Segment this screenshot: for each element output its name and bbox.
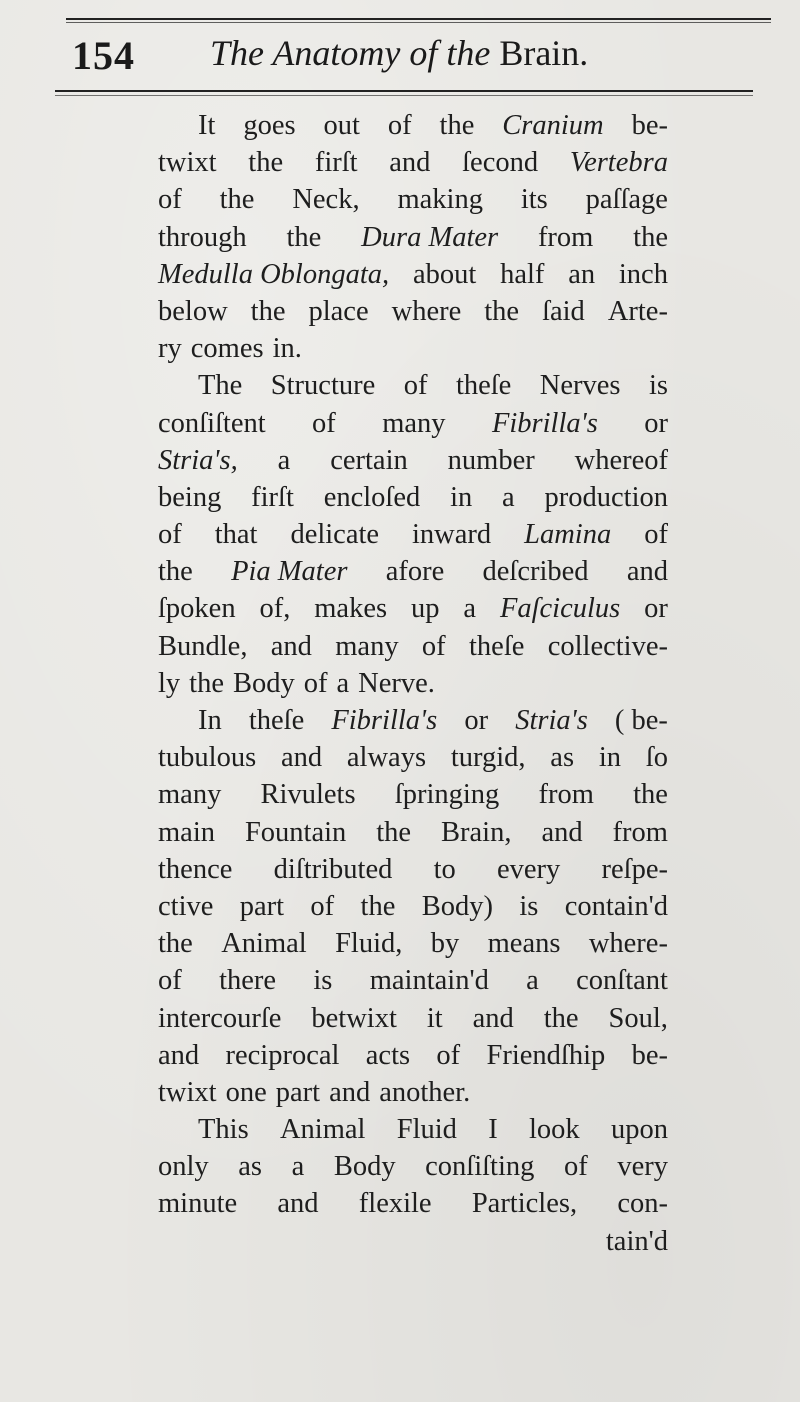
word: making — [397, 184, 483, 216]
word: Stria's, — [158, 444, 238, 476]
word: the — [633, 221, 668, 253]
word: and — [472, 1002, 514, 1034]
word: Fountain — [244, 816, 347, 848]
word: means — [487, 928, 561, 960]
word: collective- — [547, 630, 668, 662]
word: Medulla Oblongata, — [158, 258, 390, 290]
word: delicate — [290, 519, 380, 551]
text-line — [158, 1037, 668, 1074]
text-line — [158, 1074, 668, 1111]
catchword: tain'd — [605, 1225, 668, 1257]
word: minute — [158, 1188, 238, 1220]
word: and — [626, 556, 668, 588]
word: contain'd — [564, 890, 668, 922]
word: and — [158, 1039, 200, 1071]
word: Nerve. — [358, 667, 435, 699]
word: only — [158, 1151, 209, 1183]
text-line — [158, 293, 668, 330]
text-line — [158, 814, 668, 851]
word: of — [310, 890, 335, 922]
word: a — [291, 1151, 305, 1183]
word: afore — [385, 556, 445, 588]
word: a — [463, 593, 477, 625]
word: where- — [588, 928, 668, 960]
text-line — [158, 628, 668, 665]
word: number — [447, 444, 535, 476]
word: Body — [233, 667, 295, 699]
word: up — [410, 593, 440, 625]
word: half — [500, 258, 545, 290]
word: about — [412, 258, 477, 290]
word: and — [329, 1076, 371, 1108]
word: and — [389, 147, 431, 179]
text-line — [158, 405, 668, 442]
word: production — [544, 481, 668, 513]
word: the — [248, 147, 284, 179]
word: the — [219, 184, 255, 216]
word: Fibrilla's — [331, 705, 438, 736]
word: betwixt — [311, 1002, 397, 1034]
word: always — [346, 742, 427, 774]
word: from — [538, 779, 594, 811]
word: Friendſhip — [486, 1039, 606, 1071]
header-rule-top — [66, 18, 771, 20]
text-line — [158, 702, 668, 739]
text-line — [158, 1000, 668, 1037]
word: In — [198, 705, 222, 736]
word: in. — [272, 333, 302, 365]
word: the — [189, 667, 224, 699]
text-line — [158, 256, 668, 293]
word: is — [313, 965, 333, 997]
word: main — [158, 816, 215, 848]
word: of — [303, 667, 328, 699]
word: Faſciculus — [499, 593, 621, 625]
word: is — [648, 370, 668, 402]
word: there — [219, 965, 277, 997]
text-line — [158, 107, 668, 144]
word: Fluid, — [335, 928, 403, 960]
word: the — [360, 890, 396, 922]
word: flexile — [358, 1188, 432, 1220]
word: encloſed — [323, 481, 421, 513]
word: turgid, — [450, 742, 526, 774]
word: Nerves — [539, 370, 621, 402]
word: of — [387, 110, 412, 141]
word: Animal — [221, 928, 307, 960]
word: of — [158, 519, 182, 551]
running-head-italic: The Anatomy of the — [210, 33, 491, 73]
text-line — [158, 219, 668, 256]
word: reciprocal — [225, 1039, 340, 1071]
word: Cranium — [502, 110, 604, 141]
word: below — [158, 295, 228, 327]
word: paſſage — [585, 184, 668, 216]
word: whereof — [574, 444, 668, 476]
text-line — [158, 1148, 668, 1185]
word: Dura Mater — [361, 221, 499, 253]
word: comes — [190, 333, 264, 365]
text-line — [158, 330, 668, 367]
word: of, — [259, 593, 291, 625]
word: in — [598, 742, 621, 774]
word: ſpringing — [394, 779, 500, 811]
word: be- — [631, 1039, 668, 1071]
word: Pia Mater — [231, 556, 348, 588]
word: part — [275, 1076, 321, 1108]
word: an — [568, 258, 596, 290]
text-line — [158, 962, 668, 999]
text-line — [158, 367, 668, 404]
word: and — [277, 1188, 319, 1220]
word: Body) — [421, 890, 493, 922]
catchword-line — [158, 1223, 668, 1260]
word: maintain'd — [369, 965, 489, 997]
word: This — [198, 1114, 249, 1146]
word: Structure — [270, 370, 376, 402]
text-line — [158, 776, 668, 813]
word: twixt — [158, 147, 217, 179]
word: acts — [365, 1039, 411, 1071]
word: Arte- — [607, 295, 668, 327]
word: ſo — [645, 742, 668, 774]
word: upon — [610, 1114, 668, 1146]
word: Brain, — [441, 816, 512, 848]
word: the — [286, 221, 322, 253]
word: every — [496, 853, 561, 885]
word: It — [198, 110, 216, 141]
word: one — [225, 1076, 267, 1108]
word: thence — [158, 853, 233, 885]
word: or — [464, 705, 489, 736]
word: from — [612, 816, 668, 848]
word: The — [198, 370, 243, 402]
word: the — [439, 110, 475, 141]
word: Stria's — [515, 705, 588, 736]
word: I — [488, 1114, 498, 1146]
text-line — [158, 516, 668, 553]
word: or — [644, 407, 668, 439]
word: inch — [618, 258, 668, 290]
word: of — [403, 370, 428, 402]
word: and — [280, 742, 323, 774]
word: makes — [314, 593, 388, 625]
text-line — [158, 479, 668, 516]
word: Vertebra — [569, 147, 668, 179]
text-line — [158, 851, 668, 888]
word: of — [312, 407, 336, 439]
text-line — [158, 1111, 668, 1148]
text-line — [158, 665, 668, 702]
word: many — [382, 407, 446, 439]
word: or — [644, 593, 668, 625]
running-head-roman: Brain. — [499, 33, 589, 73]
text-line — [158, 442, 668, 479]
word: Soul, — [608, 1002, 668, 1034]
word: out — [323, 110, 360, 141]
word: conſiſtent — [158, 407, 266, 439]
word: of — [158, 965, 182, 997]
text-line — [158, 888, 668, 925]
word: the — [543, 1002, 579, 1034]
word: and — [541, 816, 583, 848]
word: diſtributed — [273, 853, 393, 885]
body-text — [158, 107, 668, 1260]
text-line — [158, 553, 668, 590]
header-rule-bottom — [55, 90, 753, 92]
word: Bundle, — [158, 630, 248, 662]
word: in — [450, 481, 473, 513]
running-head — [210, 32, 588, 74]
word: conſiſting — [425, 1151, 535, 1183]
word: is — [519, 890, 539, 922]
word: Rivulets — [260, 779, 356, 811]
header-rule-bottom-thin — [55, 95, 753, 96]
word: to — [433, 853, 456, 885]
word: place — [308, 295, 369, 327]
word: by — [430, 928, 460, 960]
word: ſpoken — [158, 593, 236, 625]
word: that — [214, 519, 258, 551]
word: con- — [617, 1188, 668, 1220]
text-line — [158, 144, 668, 181]
word: the — [158, 556, 193, 588]
word: where — [391, 295, 462, 327]
word: of — [563, 1151, 588, 1183]
word: ( be- — [614, 705, 668, 736]
word: of — [436, 1039, 461, 1071]
word: through — [158, 221, 247, 253]
word: ly — [158, 667, 181, 699]
word: Lamina — [524, 519, 612, 551]
word: of — [158, 184, 182, 216]
word: theſe — [469, 630, 525, 662]
word: firſt — [314, 147, 358, 179]
word: inward — [412, 519, 492, 551]
word: Body — [333, 1151, 396, 1183]
word: very — [617, 1151, 668, 1183]
word: theſe — [455, 370, 512, 402]
word: the — [633, 779, 668, 811]
word: and — [270, 630, 312, 662]
word: from — [537, 221, 594, 253]
word: it — [426, 1002, 443, 1034]
word: another. — [379, 1076, 471, 1108]
text-line — [158, 1185, 668, 1222]
word: the — [158, 928, 193, 960]
word: as — [238, 1151, 262, 1183]
word: a — [526, 965, 539, 997]
word: intercourſe — [158, 1002, 282, 1034]
word: many — [158, 779, 222, 811]
word: many — [335, 630, 399, 662]
word: tubulous — [158, 742, 257, 774]
word: look — [528, 1114, 580, 1146]
text-line — [158, 925, 668, 962]
word: conſtant — [576, 965, 668, 997]
word: ctive — [158, 890, 214, 922]
word: goes — [243, 110, 296, 141]
word: as — [550, 742, 575, 774]
text-line — [158, 181, 668, 218]
word: be- — [631, 110, 668, 141]
word: a — [277, 444, 291, 476]
word: firſt — [251, 481, 294, 513]
word: the — [484, 295, 520, 327]
word: a — [502, 481, 515, 513]
word: ry — [158, 333, 182, 365]
word: Fluid — [396, 1114, 457, 1146]
word: ſaid — [542, 295, 585, 327]
page-number: 154 — [72, 33, 135, 78]
word: of — [421, 630, 446, 662]
word: theſe — [248, 705, 305, 736]
word: of — [644, 519, 668, 551]
header-rule-top-thin — [66, 22, 771, 23]
word: a — [336, 667, 350, 699]
word: certain — [330, 444, 408, 476]
word: ſecond — [462, 147, 539, 179]
word: deſcribed — [482, 556, 589, 588]
word: the — [376, 816, 412, 848]
word: its — [520, 184, 548, 216]
text-line — [158, 739, 668, 776]
word: part — [239, 890, 285, 922]
word: the — [250, 295, 286, 327]
word: Fibrilla's — [491, 407, 598, 439]
text-line — [158, 590, 668, 627]
word: Particles, — [471, 1188, 578, 1220]
word: Neck, — [292, 184, 360, 216]
word: Animal — [279, 1114, 366, 1146]
word: being — [158, 481, 222, 513]
word: reſpe- — [601, 853, 668, 885]
word: twixt — [158, 1076, 217, 1108]
